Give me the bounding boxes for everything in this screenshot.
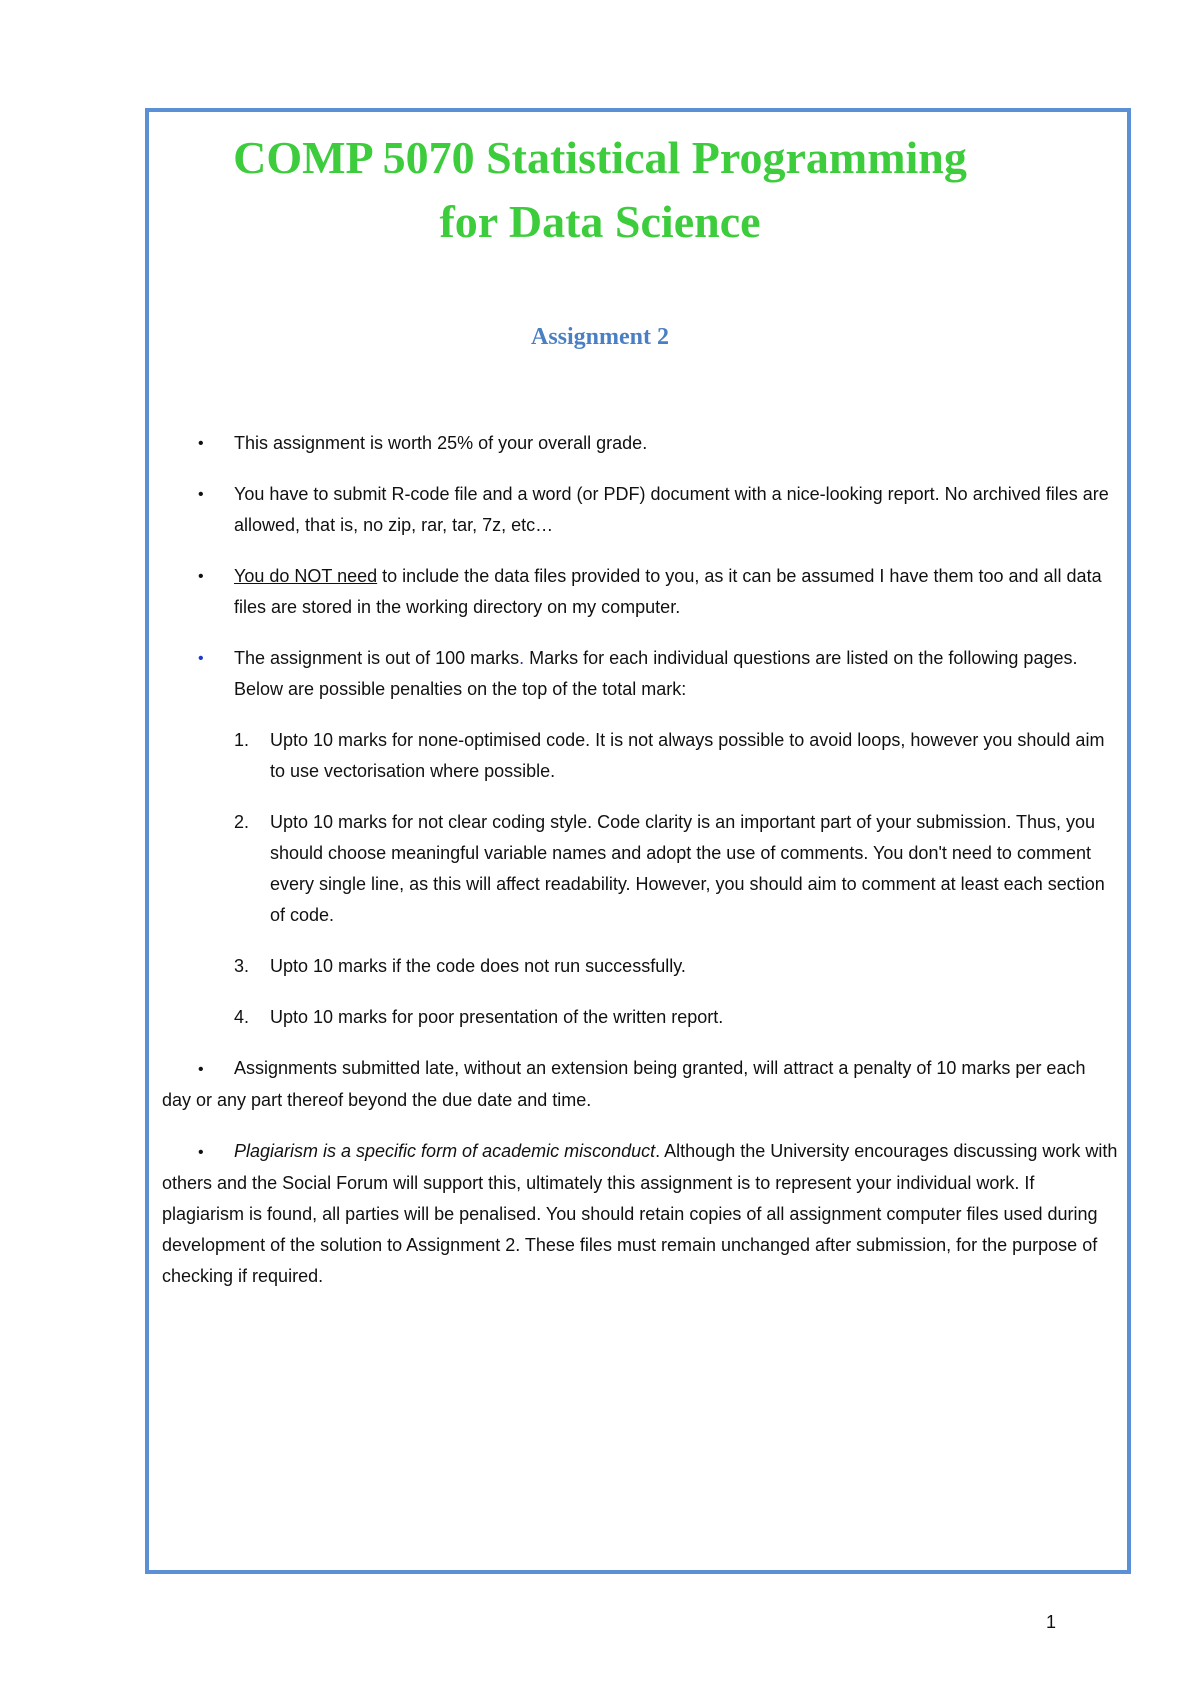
bullet-item-grade-weight <box>198 428 1118 459</box>
bullet-dot-icon: • <box>198 1144 204 1161</box>
bullet-item-marks <box>198 643 1118 705</box>
penalty-number: 2. <box>234 812 250 832</box>
bullet-text: You have to submit R-code file and a word (or PDF) document with a nice-looking report. No archived files are allowed, that is, no zip, rar, tar, 7z, etc… <box>234 484 1109 535</box>
bullet-text: This assignment is worth 25% of your overall grade. <box>234 433 648 453</box>
plagiarism-text: . Although the University encourages discussing work with others and the Social Forum will support this, ultimately this assignment is to represent your individual work. If plagiarism is found, all parties will be penalised. You should retain copies of all assignment computer files used during development of the solution to Assignment 2. These files must remain unchanged after submission, for the purpose of checking if required. <box>162 1141 1118 1286</box>
penalty-number: 1. <box>234 730 250 750</box>
bullet-text: to include the data files provided to you, as it can be assumed I have them too and all data files are stored in the working directory on my computer. <box>234 566 1102 617</box>
late-policy-text: Assignments submitted late, without an extension being granted, will attract a penalty of 10 marks per each day or any part thereof beyond the due date and time. <box>162 1058 1086 1110</box>
bullet-text-continued: Marks for each individual questions are listed on the following pages. Below are possible penalties on the top of the total mark: <box>234 648 1078 699</box>
penalty-text: Upto 10 marks for poor presentation of the written report. <box>270 1007 724 1027</box>
bullet-dot-icon: • <box>198 486 204 503</box>
penalty-item-3 <box>198 951 1118 982</box>
marks-period: . <box>519 648 525 668</box>
bullet-item-data-files <box>198 561 1118 623</box>
penalty-item-1 <box>198 725 1118 787</box>
bullet-dot-icon: • <box>198 568 204 585</box>
bullet-dot-icon: • <box>198 650 204 667</box>
plagiarism-policy <box>162 1136 1118 1292</box>
document-title-line2: for Data Science <box>439 196 761 247</box>
assignment-subtitle: Assignment 2 <box>530 324 669 350</box>
penalty-text: Upto 10 marks for none-optimised code. It is not always possible to avoid loops, however you should aim to use vectorisation where possible. <box>270 730 1105 781</box>
page-number: 1 <box>1046 1612 1057 1632</box>
bullet-text: The assignment is out of 100 marks <box>234 648 520 668</box>
penalty-item-4 <box>198 1002 1118 1033</box>
plagiarism-italic-text: Plagiarism is a specific form of academic misconduct <box>234 1141 656 1161</box>
underlined-emphasis: You do NOT need <box>234 566 378 586</box>
late-submission-policy <box>162 1053 1118 1116</box>
penalty-text: Upto 10 marks if the code does not run successfully. <box>270 956 686 976</box>
penalty-number: 3. <box>234 956 250 976</box>
bullet-dot-icon: • <box>198 435 204 452</box>
penalty-number: 4. <box>234 1007 250 1027</box>
document-title-line1: COMP 5070 Statistical Programming <box>233 132 967 183</box>
bullet-dot-icon: • <box>198 1061 204 1078</box>
assignment-instructions <box>162 428 1118 1312</box>
penalty-item-2 <box>198 807 1118 931</box>
bullet-item-submission-format <box>198 479 1118 541</box>
penalty-text: Upto 10 marks for not clear coding style. Code clarity is an important part of your submission. Thus, you should choose meaningful variable names and adopt the use of comments. You don't need to comment every single line, as this will affect readability. However, you should aim to comment at least each section of code. <box>270 812 1105 925</box>
